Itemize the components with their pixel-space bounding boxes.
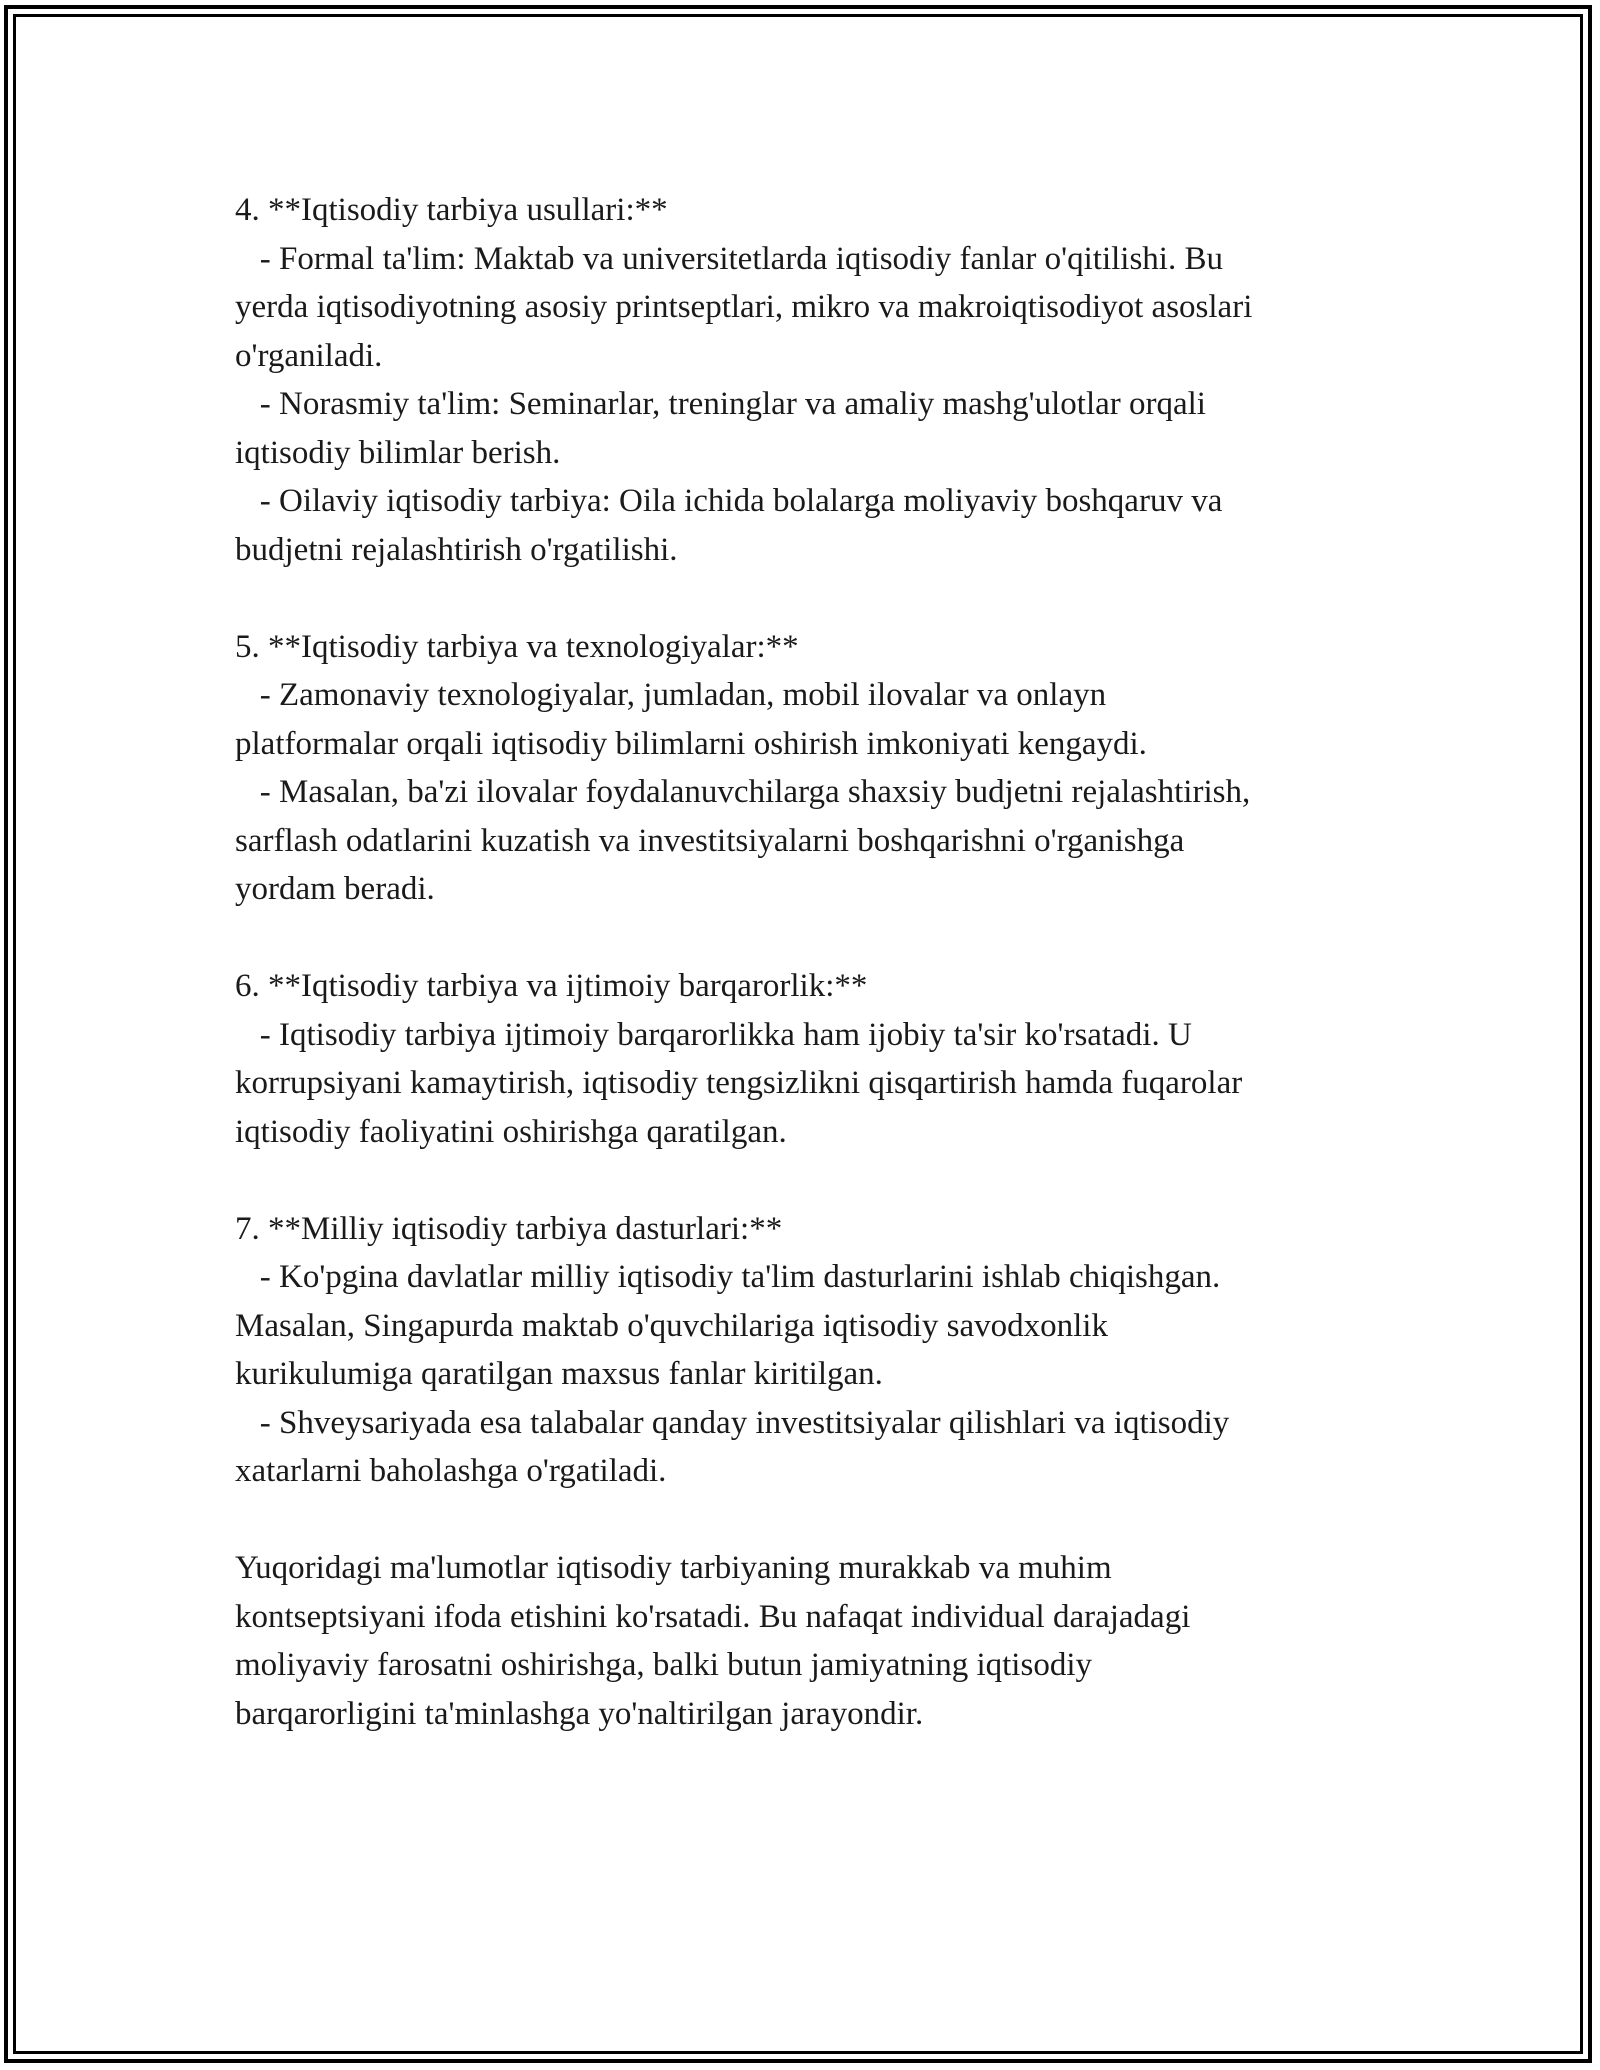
section-national-programs — [235, 1205, 1435, 1496]
text-line: sarflash odatlarini kuzatish va investitsiyalarni boshqarishni o'rganishga — [235, 822, 1185, 859]
paragraph-gap — [235, 574, 1435, 623]
text-line: - Shveysariyada esa talabalar qanday investitsiyalar qilishlari va iqtisodiy — [235, 1404, 1230, 1441]
section-economic-education-methods — [235, 186, 1435, 574]
text-line: - Formal ta'lim: Maktab va universitetlarda iqtisodiy fanlar o'qitilishi. Bu — [235, 240, 1223, 277]
section-heading: 4. **Iqtisodiy tarbiya usullari:** — [235, 192, 668, 228]
text-line: o'rganiladi. — [235, 337, 383, 374]
text-line: yerda iqtisodiyotning asosiy printseptlari, mikro va makroiqtisodiyot asoslari — [235, 289, 1253, 325]
text-line: - Oilaviy iqtisodiy tarbiya: Oila ichida bolalarga moliyaviy boshqaruv va — [235, 483, 1223, 519]
paragraph-gap — [235, 1496, 1435, 1545]
text-line: - Masalan, ba'zi ilovalar foydalanuvchilarga shaxsiy budjetni rejalashtirish, — [235, 774, 1251, 810]
text-line: xatarlarni baholashga o'rgatiladi. — [235, 1453, 667, 1489]
text-line: platformalar orqali iqtisodiy bilimlarni oshirish imkoniyati kengaydi. — [235, 725, 1147, 762]
text-line: Yuqoridagi ma'lumotlar iqtisodiy tarbiyaning murakkab va muhim — [235, 1550, 1112, 1586]
text-line: Masalan, Singapurda maktab o'quvchilariga iqtisodiy savodxonlik — [235, 1307, 1108, 1344]
text-line: - Zamonaviy texnologiyalar, jumladan, mobil ilovalar va onlayn — [235, 677, 1107, 713]
section-economic-education-social-stability — [235, 962, 1435, 1156]
text-line: - Ko'pgina davlatlar milliy iqtisodiy ta'lim dasturlarini ishlab chiqishgan. — [235, 1259, 1221, 1295]
document-body — [235, 186, 1435, 1738]
text-line: moliyaviy farosatni oshirishga, balki butun jamiyatning iqtisodiy — [235, 1647, 1092, 1683]
text-line: kontseptsiyani ifoda etishini ko'rsatadi. Bu nafaqat individual darajadagi — [235, 1598, 1191, 1635]
text-line: kurikulumiga qaratilgan maxsus fanlar kiritilgan. — [235, 1356, 883, 1392]
paragraph-gap — [235, 914, 1435, 963]
text-line: - Iqtisodiy tarbiya ijtimoiy barqarorlikka ham ijobiy ta'sir ko'rsatadi. U — [235, 1016, 1192, 1053]
text-line: korrupsiyani kamaytirish, iqtisodiy tengsizlikni qisqartirish hamda fuqarolar — [235, 1065, 1243, 1101]
text-line: budjetni rejalashtirish o'rgatilishi. — [235, 531, 678, 568]
paragraph-gap — [235, 1156, 1435, 1205]
section-heading: 6. **Iqtisodiy tarbiya va ijtimoiy barqarorlik:** — [235, 968, 868, 1004]
text-line: barqarorligini ta'minlashga yo'naltirilgan jarayondir. — [235, 1695, 924, 1732]
section-heading: 5. **Iqtisodiy tarbiya va texnologiyalar:** — [235, 628, 799, 665]
section-economic-education-technologies — [235, 623, 1435, 914]
section-heading: 7. **Milliy iqtisodiy tarbiya dasturlari:** — [235, 1210, 783, 1247]
text-line: iqtisodiy bilimlar berish. — [235, 434, 561, 471]
section-conclusion — [235, 1544, 1435, 1738]
text-line: yordam beradi. — [235, 871, 435, 907]
text-line: iqtisodiy faoliyatini oshirishga qaratilgan. — [235, 1113, 787, 1150]
text-line: - Norasmiy ta'lim: Seminarlar, treninglar va amaliy mashg'ulotlar orqali — [235, 386, 1206, 422]
